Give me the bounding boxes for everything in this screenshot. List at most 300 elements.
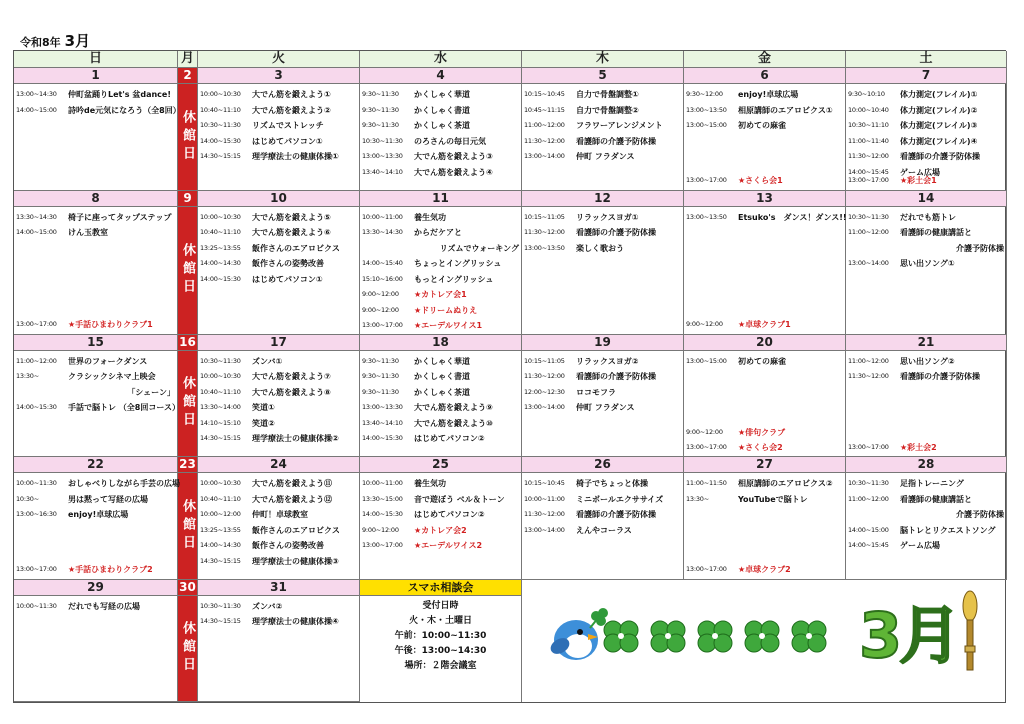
event-item bbox=[524, 507, 681, 523]
consult-title: スマホ相談会 bbox=[360, 580, 521, 596]
day-cell-22 bbox=[14, 473, 178, 580]
date-15: 15 bbox=[14, 335, 178, 351]
event-time: 10:40~11:10 bbox=[200, 494, 241, 503]
closed-label: 休館日 bbox=[180, 621, 195, 676]
event-name: 体力測定(フレイル)③ bbox=[900, 121, 978, 130]
calendar-grid bbox=[13, 50, 1006, 703]
event-time: 10:45~11:15 bbox=[524, 105, 565, 114]
event-name: ミニボールエクササイズ bbox=[576, 494, 664, 504]
day-cell-4 bbox=[360, 84, 522, 191]
event-item bbox=[686, 476, 843, 492]
event-item bbox=[524, 241, 681, 257]
date-23: 23 bbox=[178, 457, 198, 473]
event-name: 「シェーン」 bbox=[127, 387, 175, 397]
event-time: 14:30~15:15 bbox=[200, 434, 241, 442]
event-time: 11:00~12:00 bbox=[848, 228, 889, 236]
date-20: 20 bbox=[684, 335, 846, 351]
event-item bbox=[362, 492, 519, 508]
event-item bbox=[848, 173, 1004, 189]
event-time: 14:30~15:15 bbox=[200, 556, 241, 565]
date-18: 18 bbox=[360, 335, 522, 351]
event-item bbox=[200, 87, 357, 103]
event-item bbox=[524, 118, 681, 134]
event-name: 理学療法士の健康体操② bbox=[252, 434, 339, 443]
event-name: 飯作さんのエアロビクス bbox=[252, 525, 340, 535]
event-name: だれでも写経の広場 bbox=[68, 601, 140, 611]
event-name: ★ドリームぬりえ bbox=[414, 305, 478, 315]
event-name: 思い出ソング① bbox=[900, 259, 955, 268]
event-time: 10:00~10:40 bbox=[848, 105, 889, 114]
date-3: 3 bbox=[198, 68, 360, 84]
day-cell-27 bbox=[684, 473, 846, 580]
date-4: 4 bbox=[360, 68, 522, 84]
event-time: 11:00~11:40 bbox=[848, 136, 889, 145]
event-name: 理学療法士の健康体操① bbox=[252, 152, 339, 161]
event-item bbox=[16, 210, 175, 226]
date-22: 22 bbox=[14, 457, 178, 473]
consult-line: 午前：10:00~11:30 bbox=[394, 630, 487, 641]
event-name: 飯作さんの姿勢改善 bbox=[252, 259, 324, 268]
event-item bbox=[686, 118, 843, 134]
event-item bbox=[362, 318, 519, 334]
date-10: 10 bbox=[198, 191, 360, 207]
event-item bbox=[524, 87, 681, 103]
event-item bbox=[524, 354, 681, 370]
event-time: 13:25~13:55 bbox=[200, 243, 241, 252]
date-24: 24 bbox=[198, 457, 360, 473]
weekday-header-sat: 土 bbox=[846, 51, 1007, 68]
day-cell-31 bbox=[198, 596, 360, 703]
event-item bbox=[686, 317, 843, 333]
event-time: 11:00~12:00 bbox=[848, 356, 889, 365]
event-item bbox=[362, 165, 519, 181]
date-11: 11 bbox=[360, 191, 522, 207]
date-26: 26 bbox=[522, 457, 684, 473]
day-cell-14 bbox=[846, 207, 1007, 335]
event-name: 笑道② bbox=[252, 418, 275, 428]
event-item bbox=[16, 369, 175, 385]
event-time: 14:00~15:40 bbox=[362, 259, 403, 267]
event-item bbox=[200, 225, 357, 241]
closed-label: 休館日 bbox=[180, 243, 195, 297]
event-item bbox=[200, 492, 357, 508]
event-item bbox=[686, 492, 843, 508]
event-item bbox=[362, 149, 519, 165]
event-time: 10:30~ bbox=[16, 494, 39, 503]
event-time: 14:00~15:30 bbox=[200, 274, 241, 283]
event-name: リズムでウォーキング bbox=[439, 243, 519, 253]
event-time: 14:00~15:30 bbox=[362, 510, 403, 518]
closed-label: 休館日 bbox=[180, 498, 195, 553]
event-name: ★卓球クラブ2 bbox=[738, 565, 791, 574]
event-item bbox=[848, 149, 1004, 165]
event-item bbox=[200, 354, 357, 370]
event-item bbox=[524, 103, 681, 119]
event-item bbox=[200, 118, 357, 134]
event-name: リズムでストレッチ bbox=[252, 121, 324, 130]
date-30: 30 bbox=[178, 580, 198, 596]
closed-label: 休館日 bbox=[180, 109, 195, 164]
event-item bbox=[362, 256, 519, 272]
day-cell-13 bbox=[684, 207, 846, 335]
event-name: フラワーアレンジメント bbox=[576, 121, 663, 130]
clover-icon bbox=[600, 616, 642, 656]
event-name: 看護師の健康講話と bbox=[900, 228, 972, 237]
day-cell-20 bbox=[684, 351, 846, 458]
event-time: 11:00~11:50 bbox=[686, 479, 727, 487]
event-name: ゲーム広場 bbox=[900, 167, 940, 177]
event-name: 大でん筋を鍛えよう③ bbox=[414, 152, 493, 161]
event-item bbox=[848, 210, 1004, 226]
date-5: 5 bbox=[522, 68, 684, 84]
event-item bbox=[686, 425, 843, 441]
event-item bbox=[362, 369, 519, 385]
event-time: 12:00~12:30 bbox=[524, 387, 565, 396]
event-name: はじめてパソコン② bbox=[414, 434, 485, 443]
event-item bbox=[686, 173, 843, 189]
date-6: 6 bbox=[684, 68, 846, 84]
event-time: 13:00~17:00 bbox=[686, 442, 727, 451]
event-item bbox=[16, 87, 175, 103]
event-time: 13:00~13:50 bbox=[686, 105, 727, 114]
event-time: 13:00~17:00 bbox=[16, 320, 57, 328]
event-item bbox=[848, 492, 1004, 508]
page-title bbox=[20, 30, 90, 51]
date-7: 7 bbox=[846, 68, 1007, 84]
event-item bbox=[16, 225, 175, 241]
event-item bbox=[362, 538, 519, 554]
event-time: 10:00~10:30 bbox=[200, 479, 241, 487]
event-name: 看護師の介護予防体操 bbox=[576, 136, 656, 146]
event-item bbox=[848, 476, 1004, 492]
event-name: かくしゃく茶道 bbox=[414, 121, 470, 130]
event-time: 9:00~12:00 bbox=[686, 427, 723, 436]
event-time: 11:30~12:00 bbox=[848, 372, 889, 380]
closed-label: 休館日 bbox=[180, 376, 195, 431]
event-name: 看護師の介護予防体操 bbox=[576, 228, 656, 237]
weekday-header-sun: 日 bbox=[14, 51, 178, 68]
event-time: 10:40~11:10 bbox=[200, 228, 241, 236]
event-time: 13:30~ bbox=[686, 494, 709, 503]
event-item bbox=[16, 385, 175, 401]
event-name: 体力測定(フレイル)① bbox=[900, 90, 978, 99]
event-name: かくしゃく華道 bbox=[414, 90, 470, 99]
event-time: 13:00~17:00 bbox=[362, 321, 403, 329]
event-name: ★手話ひまわりクラブ2 bbox=[68, 565, 153, 574]
event-item bbox=[200, 476, 357, 492]
day-cell-19 bbox=[522, 351, 684, 458]
event-time: 11:30~12:00 bbox=[524, 228, 565, 236]
event-time: 9:30~12:00 bbox=[686, 90, 723, 98]
weekday-header-mon: 月 bbox=[178, 51, 198, 68]
event-time: 13:00~14:00 bbox=[524, 403, 565, 411]
weekday-header-wed: 水 bbox=[360, 51, 522, 68]
brush-pen-icon bbox=[960, 586, 980, 676]
event-time: 14:00~15:00 bbox=[848, 525, 889, 534]
event-name: 養生気功 bbox=[414, 479, 446, 488]
day-cell-7 bbox=[846, 84, 1007, 191]
event-time: 10:40~11:10 bbox=[200, 387, 241, 396]
date-9: 9 bbox=[178, 191, 198, 207]
date-27: 27 bbox=[684, 457, 846, 473]
decoration-area bbox=[522, 580, 1007, 703]
event-name: 椅子でちょっと体操 bbox=[576, 479, 648, 488]
event-item bbox=[686, 440, 843, 456]
event-item bbox=[848, 440, 1004, 456]
event-time: 11:00~12:00 bbox=[524, 121, 565, 129]
consult-line: 火・木・土曜日 bbox=[408, 615, 472, 626]
event-time: 13:00~17:00 bbox=[686, 565, 727, 573]
day-cell-11 bbox=[360, 207, 522, 335]
event-name: ★さくら会1 bbox=[738, 176, 783, 185]
event-time: 11:30~12:00 bbox=[524, 510, 565, 518]
event-item bbox=[362, 210, 519, 226]
event-item bbox=[362, 87, 519, 103]
event-name: Etsuko's ダンス！ダンス!! bbox=[738, 212, 847, 222]
event-name: 笑道① bbox=[252, 403, 275, 412]
event-time: 10:15~11:05 bbox=[524, 212, 565, 221]
event-time: 13:25~13:55 bbox=[200, 525, 241, 534]
day-cell-25 bbox=[360, 473, 522, 580]
event-time: 11:00~12:00 bbox=[16, 356, 57, 365]
weekday-header-thu: 木 bbox=[522, 51, 684, 68]
event-time: 10:00~10:30 bbox=[200, 90, 241, 98]
event-time: 14:30~15:15 bbox=[200, 152, 241, 160]
event-name: enjoy!卓球広場 bbox=[738, 90, 799, 99]
event-time: 9:30~11:30 bbox=[362, 372, 399, 380]
event-name: 大でん筋を鍛えよう⑫ bbox=[252, 494, 332, 504]
event-item bbox=[362, 507, 519, 523]
event-item bbox=[362, 225, 519, 241]
event-time: 13:30~15:00 bbox=[362, 494, 403, 503]
event-name: 体力測定(フレイル)② bbox=[900, 105, 978, 115]
event-item bbox=[16, 400, 180, 416]
event-item bbox=[200, 614, 357, 630]
event-name: おしゃべりしながら手芸の広場 bbox=[68, 479, 180, 488]
event-time: 10:30~11:30 bbox=[848, 212, 889, 221]
event-time: 14:00~15:00 bbox=[16, 105, 57, 114]
event-name: 大でん筋を鍛えよう⑦ bbox=[252, 372, 331, 381]
event-item bbox=[200, 507, 357, 523]
event-name: 大でん筋を鍛えよう② bbox=[252, 105, 331, 115]
event-name: ズンバ② bbox=[252, 601, 283, 611]
event-item bbox=[16, 507, 175, 523]
event-time: 9:30~11:30 bbox=[362, 356, 399, 365]
event-time: 13:00~14:00 bbox=[848, 259, 889, 267]
event-name: のろさんの毎日元気 bbox=[414, 136, 486, 146]
date-29: 29 bbox=[14, 580, 178, 596]
event-name: 思い出ソング② bbox=[900, 356, 955, 366]
smartphone-consult-box bbox=[360, 580, 522, 703]
date-28: 28 bbox=[846, 457, 1007, 473]
event-item bbox=[524, 385, 681, 401]
event-name: ★俳句クラブ bbox=[738, 427, 786, 437]
event-item bbox=[848, 354, 1004, 370]
clover-icon bbox=[741, 616, 783, 656]
event-name: えんやコーラス bbox=[576, 525, 632, 535]
date-2: 2 bbox=[178, 68, 198, 84]
event-item bbox=[524, 492, 681, 508]
day-cell-15 bbox=[14, 351, 178, 458]
event-item bbox=[200, 431, 357, 447]
event-item bbox=[524, 523, 681, 539]
event-item bbox=[16, 103, 181, 119]
event-name: 仲町 フラダンス bbox=[576, 403, 635, 412]
event-name: 仲町 フラダンス bbox=[576, 152, 635, 161]
event-item bbox=[200, 385, 357, 401]
day-cell-12 bbox=[522, 207, 684, 335]
event-time: 13:00~14:30 bbox=[16, 90, 57, 98]
event-name: かくしゃく茶道 bbox=[414, 387, 470, 397]
event-time: 10:00~11:00 bbox=[524, 494, 565, 503]
event-item bbox=[686, 103, 843, 119]
event-time: 14:00~15:00 bbox=[16, 228, 57, 236]
event-time: 14:00~15:45 bbox=[848, 167, 889, 176]
event-item bbox=[848, 118, 1004, 134]
event-name: 飯作さんの姿勢改善 bbox=[252, 541, 324, 550]
event-name: 体力測定(フレイル)④ bbox=[900, 136, 978, 146]
event-name: 詩吟de元気になろう（全8回） bbox=[68, 105, 181, 115]
event-time: 10:00~11:00 bbox=[362, 479, 403, 487]
event-name: ★カトレア会1 bbox=[414, 290, 467, 299]
event-item bbox=[16, 599, 175, 615]
date-8: 8 bbox=[14, 191, 178, 207]
date-31: 31 bbox=[198, 580, 360, 596]
event-name: ★エーデルワイス2 bbox=[414, 541, 483, 550]
day-cell-6 bbox=[684, 84, 846, 191]
event-time: 10:00~11:30 bbox=[16, 479, 57, 487]
event-time: 13:30~14:30 bbox=[16, 212, 57, 221]
event-item bbox=[848, 523, 1004, 539]
event-time: 14:10~15:10 bbox=[200, 418, 241, 427]
event-name: 飯作さんのエアロビクス bbox=[252, 243, 340, 253]
day-cell-24 bbox=[198, 473, 360, 580]
event-item bbox=[686, 562, 843, 578]
day-cell-28 bbox=[846, 473, 1007, 580]
event-time: 11:30~12:00 bbox=[848, 152, 889, 160]
event-item bbox=[524, 134, 681, 150]
event-name: 看護師の健康講話と bbox=[900, 494, 972, 504]
event-time: 13:30~14:00 bbox=[200, 403, 241, 411]
era-label: 令和8年 bbox=[20, 36, 61, 49]
event-time: 10:30~11:30 bbox=[200, 356, 241, 365]
event-time: 9:30~11:30 bbox=[362, 105, 399, 114]
event-item bbox=[200, 272, 357, 288]
event-time: 11:30~12:00 bbox=[524, 136, 565, 145]
event-item bbox=[200, 241, 357, 257]
consult-line: 受付日時 bbox=[422, 600, 459, 611]
event-time: 13:00~15:00 bbox=[686, 121, 727, 129]
event-time: 13:00~17:00 bbox=[16, 565, 57, 573]
event-time: 13:00~13:30 bbox=[362, 152, 403, 160]
event-name: 仲町！卓球教室 bbox=[252, 510, 308, 519]
event-name: 相原講師のエアロビクス② bbox=[738, 479, 833, 488]
event-name: 看護師の介護予防体操 bbox=[576, 510, 656, 519]
closed-day-cell bbox=[178, 596, 198, 703]
consult-line: 場所：２階会議室 bbox=[404, 660, 477, 671]
event-name: 大でん筋を鍛えよう⑨ bbox=[414, 403, 493, 412]
event-name: 養生気功 bbox=[414, 212, 446, 222]
event-time: 9:30~11:30 bbox=[362, 121, 399, 129]
event-time: 13:00~15:00 bbox=[686, 356, 727, 365]
event-item bbox=[848, 538, 1004, 554]
event-name: だれでも筋トレ bbox=[900, 212, 956, 222]
event-name: 大でん筋を鍛えよう⑪ bbox=[252, 479, 332, 488]
event-name: 介護予防体操 bbox=[956, 243, 1004, 253]
date-13: 13 bbox=[684, 191, 846, 207]
day-cell-5 bbox=[522, 84, 684, 191]
event-time: 14:00~14:30 bbox=[200, 259, 241, 267]
event-name: はじめてパソコン① bbox=[252, 274, 323, 284]
event-time: 14:00~15:30 bbox=[362, 434, 403, 442]
event-item bbox=[200, 210, 357, 226]
event-item bbox=[524, 210, 681, 226]
event-name: リラックスヨガ① bbox=[576, 212, 639, 222]
event-name: 理学療法士の健康体操④ bbox=[252, 617, 339, 626]
event-name: YouTubeで脳トレ bbox=[738, 494, 808, 504]
event-name: からだケアと bbox=[414, 228, 462, 237]
event-time: 13:00~17:00 bbox=[362, 541, 403, 549]
month-label: 3月 bbox=[64, 32, 91, 50]
event-item bbox=[848, 241, 1004, 257]
date-17: 17 bbox=[198, 335, 360, 351]
event-time: 13:00~13:50 bbox=[524, 243, 565, 252]
date-14: 14 bbox=[846, 191, 1007, 207]
closed-day-cell bbox=[178, 84, 198, 191]
event-time: 14:00~14:30 bbox=[200, 541, 241, 549]
month-decoration: 3月 bbox=[859, 598, 959, 672]
event-time: 14:00~15:45 bbox=[848, 541, 889, 549]
day-cell-8 bbox=[14, 207, 178, 335]
event-item bbox=[16, 476, 180, 492]
event-time: 10:00~10:30 bbox=[200, 372, 241, 380]
event-name: ゲーム広場 bbox=[900, 541, 940, 550]
event-name: 大でん筋を鍛えよう⑤ bbox=[252, 212, 331, 222]
event-time: 10:15~10:45 bbox=[524, 90, 565, 98]
event-name: 世界のフォークダンス bbox=[68, 356, 148, 366]
event-name: 脳トレとリクエストソング bbox=[900, 525, 996, 535]
event-item bbox=[362, 431, 519, 447]
event-item bbox=[848, 369, 1004, 385]
day-cell-3 bbox=[198, 84, 360, 191]
event-name: もっとイングリッシュ bbox=[414, 274, 494, 284]
event-time: 10:00~11:30 bbox=[16, 601, 57, 610]
event-name: ★さくら会2 bbox=[738, 442, 783, 452]
event-time: 13:00~14:00 bbox=[524, 525, 565, 534]
event-item bbox=[362, 400, 519, 416]
event-item bbox=[16, 492, 175, 508]
event-name: リラックスヨガ② bbox=[576, 356, 639, 366]
event-time: 10:15~11:05 bbox=[524, 356, 565, 365]
clover-icon bbox=[694, 616, 736, 656]
closed-day-cell bbox=[178, 207, 198, 335]
event-item bbox=[362, 103, 519, 119]
event-item bbox=[362, 241, 519, 257]
event-name: 自力で骨盤調整① bbox=[576, 90, 639, 99]
weekday-header-fri: 金 bbox=[684, 51, 846, 68]
event-name: 大でん筋を鍛えよう⑧ bbox=[252, 387, 331, 397]
event-name: 足指トレーニング bbox=[900, 479, 964, 488]
event-name: クラシックシネマ上映会 bbox=[68, 372, 156, 381]
closed-day-cell bbox=[178, 473, 198, 580]
event-time: 13:00~16:30 bbox=[16, 510, 57, 518]
event-time: 9:30~10:10 bbox=[848, 90, 885, 98]
event-name: ★卓球クラブ1 bbox=[738, 320, 791, 329]
event-name: 自力で骨盤調整② bbox=[576, 105, 639, 115]
date-1: 1 bbox=[14, 68, 178, 84]
date-21: 21 bbox=[846, 335, 1007, 351]
event-name: ★カトレア会2 bbox=[414, 525, 467, 535]
